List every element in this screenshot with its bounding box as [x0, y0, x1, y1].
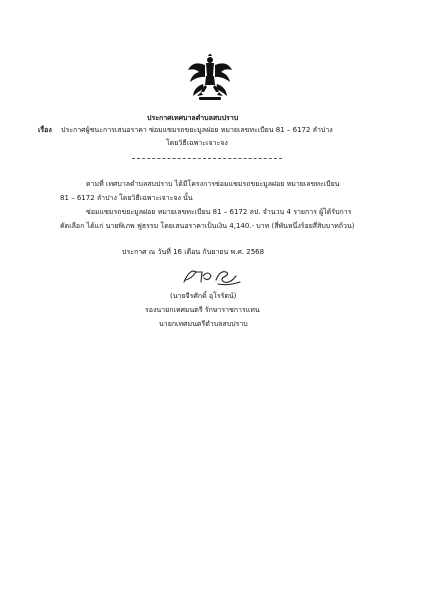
procurement-method: โดยวิธีเฉพาะเจาะจง — [166, 139, 228, 147]
handwritten-signature-icon — [178, 264, 244, 288]
signatory-position: รองนายกเทศมนตรี รักษาราชการแทน — [145, 306, 260, 314]
paragraph-1-line-2: 81 – 6172 ลำปาง โดยวิธีเฉพาะเจาะจง นั้น — [60, 194, 193, 202]
signatory-name: (นายจีรศักดิ์ อุโรรัตน์) — [170, 292, 237, 300]
subject-label: เรื่อง — [38, 126, 52, 134]
separator-line — [132, 158, 282, 159]
announcement-date: ประกาศ ณ วันที่ 16 เดือน กันยายน พ.ศ. 2568 — [122, 248, 265, 256]
document-title: ประกาศเทศบาลตำบลสบปราบ — [147, 114, 239, 122]
paragraph-2-line-1: ซ่อมแซมรถขยะมูลฝอย หมายเลขทะเบียน 81 – 6172 ลป. จำนวน 4 รายการ ผู้ได้รับการ — [86, 208, 352, 216]
garuda-emblem-icon — [187, 54, 233, 102]
subject-text: ประกาศผู้ชนะการเสนอราคา ซ่อมแซมรถขยะมูลฝอย หมายเลขทะเบียน 81 – 6172 ลำปาง — [61, 126, 333, 134]
paragraph-1-line-1: ตามที่ เทศบาลตำบลสบปราบ ได้มีโครงการซ่อมแซมรถขยะมูลฝอย หมายเลขทะเบียน — [86, 180, 340, 188]
paragraph-2-line-2: คัดเลือก ได้แก่ นายพิเภพ ฟูธรรม โดยเสนอราคาเป็นเงิน 4,140.- บาท (สี่พันหนึ่งร้อยสี่สิบบาทถ้วน) — [60, 222, 355, 230]
signatory-office: นายกเทศมนตรีตำบลสบปราบ — [159, 320, 248, 328]
